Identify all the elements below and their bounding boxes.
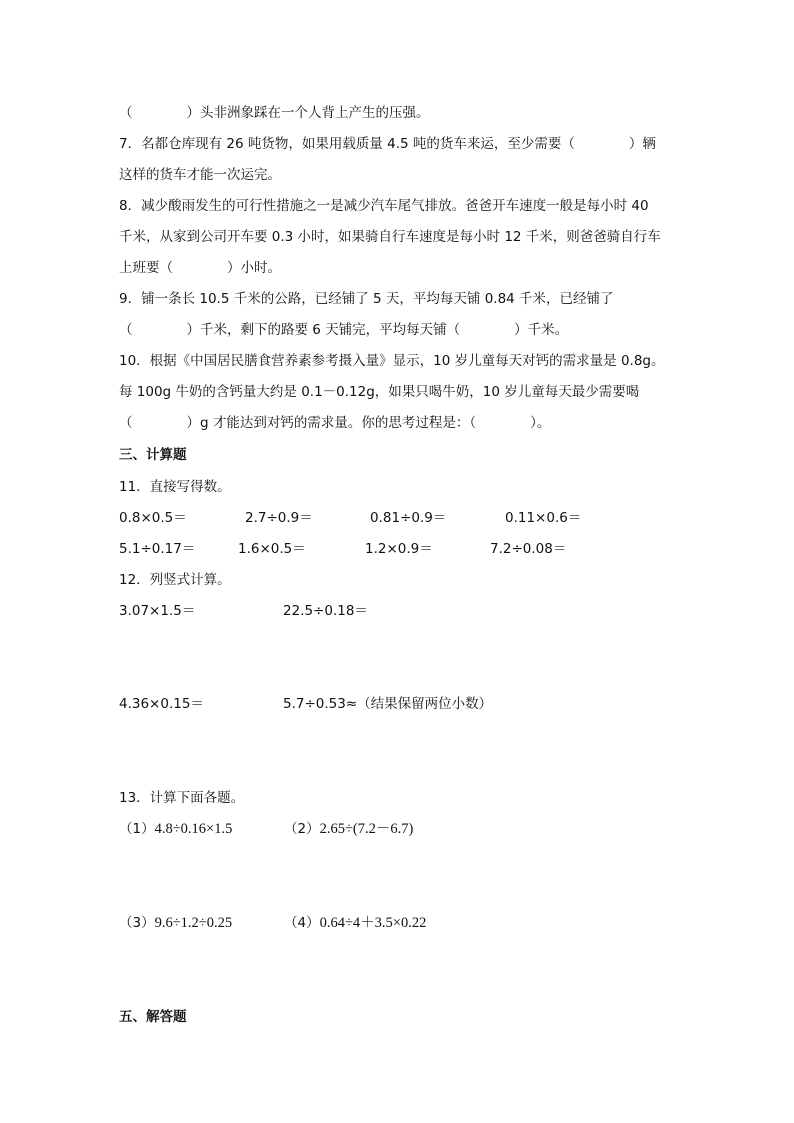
calc-item-3 bbox=[119, 913, 232, 933]
section-title: 五、解答题 bbox=[119, 1009, 187, 1025]
math-expression: 2.65÷(7.2－6.7) bbox=[319, 821, 414, 837]
math-expression: 9.6÷1.2÷0.25 bbox=[154, 915, 233, 931]
oral-calc-item: 0.11×0.6＝ bbox=[505, 510, 582, 526]
section-title: 三、计算题 bbox=[119, 447, 187, 463]
oral-calc-item: 5.1÷0.17＝ bbox=[119, 541, 196, 557]
oral-calc-item: 0.8×0.5＝ bbox=[119, 510, 187, 526]
calc-item-4 bbox=[284, 913, 426, 933]
item-number: （1） bbox=[119, 821, 155, 837]
question-9-line-1: 9．铺一条长 10.5 千米的公路，已经铺了 5 天，平均每天铺 0.84 千米，已经铺了 bbox=[119, 291, 614, 307]
item-number: （4） bbox=[284, 915, 320, 931]
vertical-calc-item: 3.07×1.5＝ bbox=[119, 603, 196, 619]
math-expression: 0.64÷4＋3.5×0.22 bbox=[319, 915, 427, 931]
question-13-label: 13．计算下面各题。 bbox=[119, 790, 245, 806]
calc-item-2 bbox=[284, 819, 413, 839]
question-8-line-3: 上班要（ ）小时。 bbox=[119, 260, 281, 276]
question-8-line-1: 8．减少酸雨发生的可行性措施之一是减少汽车尾气排放。爸爸开车速度一般是每小时 40 bbox=[119, 198, 649, 214]
calc-item-1 bbox=[119, 819, 232, 839]
question-10-line-2: 每 100g 牛奶的含钙量大约是 0.1－0.12g，如果只喝牛奶，10 岁儿童每天最少需要喝 bbox=[119, 384, 640, 400]
vertical-calc-item: 4.36×0.15＝ bbox=[119, 696, 204, 712]
question-7-line-1: 7．名都仓库现有 26 吨货物，如果用载质量 4.5 吨的货车来运，至少需要（ ）辆 bbox=[119, 136, 656, 152]
vertical-calc-item: 5.7÷0.53≈（结果保留两位小数） bbox=[283, 696, 493, 712]
question-8-line-2: 千米，从家到公司开车要 0.3 小时，如果骑自行车速度是每小时 12 千米，则爸爸骑自行车 bbox=[119, 229, 661, 245]
oral-calc-item: 7.2÷0.08＝ bbox=[490, 541, 567, 557]
vertical-calc-item: 22.5÷0.18＝ bbox=[283, 603, 368, 619]
question-10-line-1: 10．根据《中国居民膳食营养素参考摄入量》显示，10 岁儿童每天对钙的需求量是 0.8g。 bbox=[119, 353, 665, 369]
question-12-label: 12．列竖式计算。 bbox=[119, 572, 231, 588]
math-expression: 4.8÷0.16×1.5 bbox=[154, 821, 233, 837]
oral-calc-item: 1.2×0.9＝ bbox=[365, 541, 433, 557]
question-11-label: 11．直接写得数。 bbox=[119, 479, 231, 495]
question-9-line-2: （ ）千米，剩下的路要 6 天铺完，平均每天铺（ ）千米。 bbox=[119, 322, 569, 338]
item-number: （2） bbox=[284, 821, 320, 837]
question-10-line-3: （ ）g 才能达到对钙的需求量。你的思考过程是：（ ）。 bbox=[119, 415, 551, 431]
oral-calc-item: 2.7÷0.9＝ bbox=[245, 510, 313, 526]
oral-calc-item: 1.6×0.5＝ bbox=[238, 541, 306, 557]
item-number: （3） bbox=[119, 915, 155, 931]
question-7-line-2: 这样的货车才能一次运完。 bbox=[119, 167, 281, 183]
text-line: （ ）头非洲象踩在一个人背上产生的压强。 bbox=[119, 105, 430, 121]
oral-calc-item: 0.81÷0.9＝ bbox=[370, 510, 447, 526]
